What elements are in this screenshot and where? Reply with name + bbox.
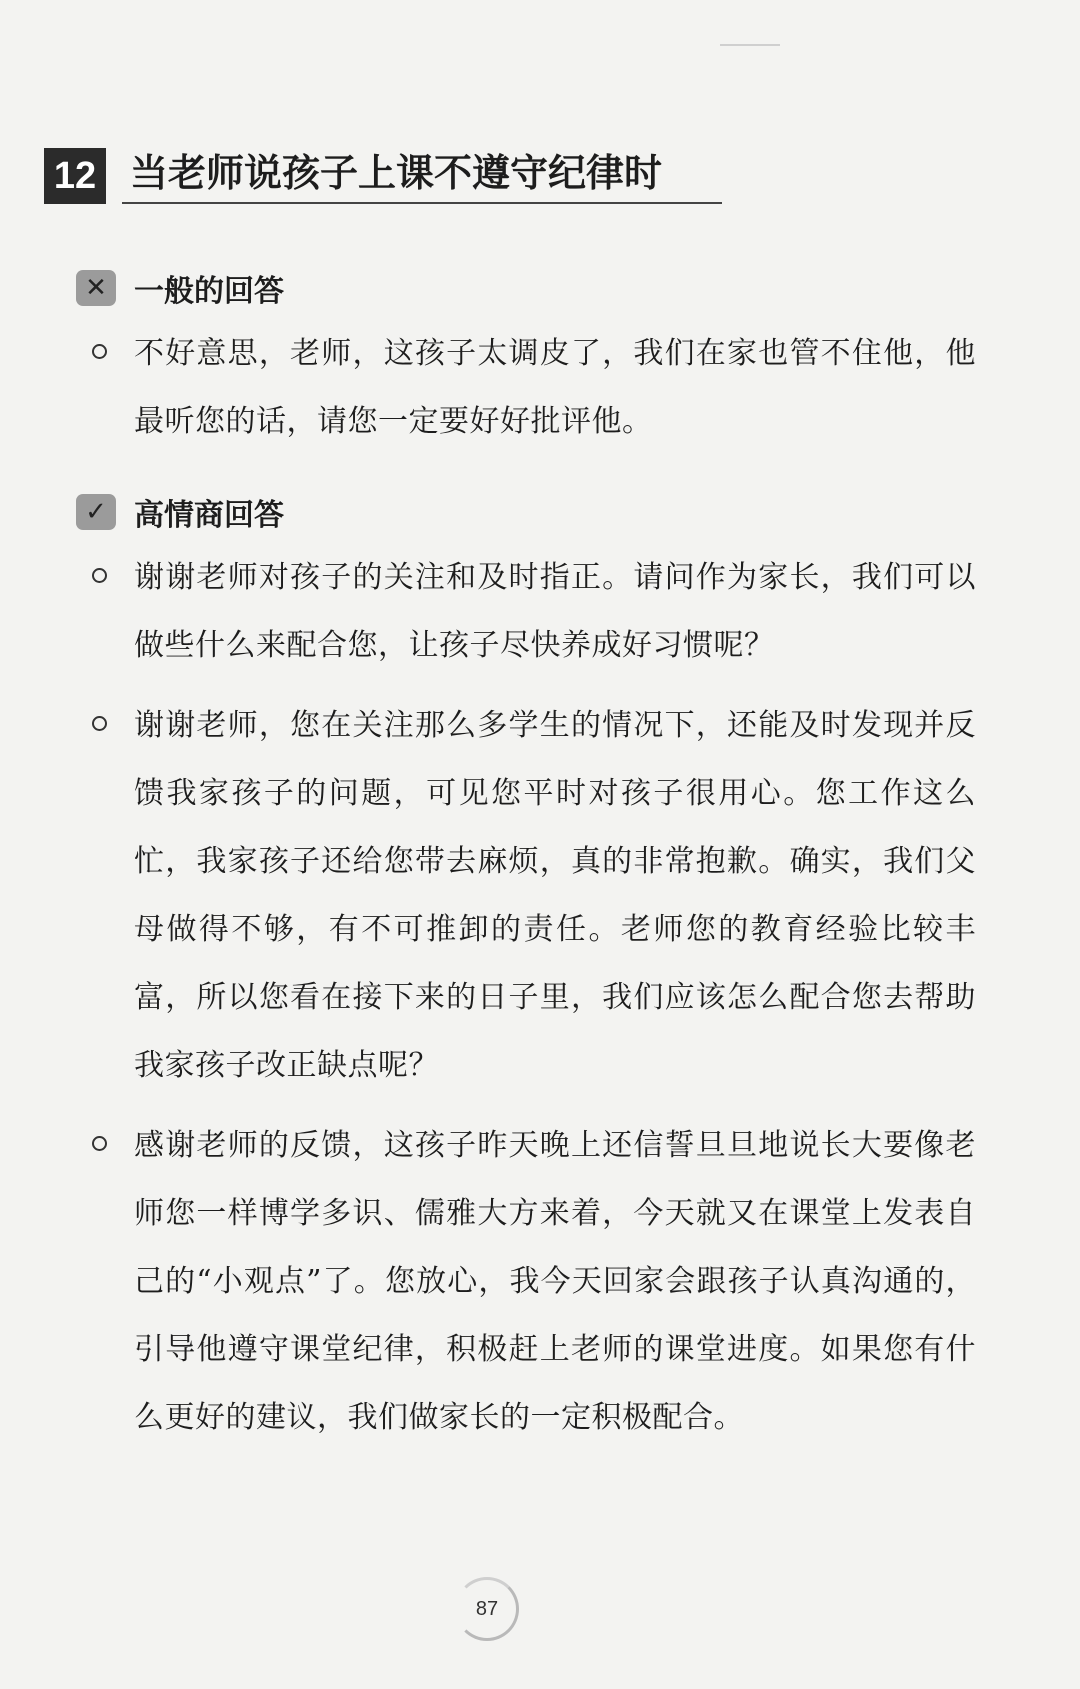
answer-text: 不好意思，老师，这孩子太调皮了，我们在家也管不住他，他最听您的话，请您一定要好好批评他。 xyxy=(134,336,976,439)
chapter-number-badge: 12 xyxy=(44,148,106,204)
bullet-circle-icon xyxy=(92,344,107,359)
chapter-title: 当老师说孩子上课不遵守纪律时 xyxy=(130,151,663,195)
list-item xyxy=(76,692,976,1100)
cross-icon: ✕ xyxy=(76,270,116,306)
list-item xyxy=(76,544,976,680)
bullet-circle-icon xyxy=(92,716,107,731)
high-eq-answer-label: 高情商回答 xyxy=(134,498,284,533)
answer-text: 谢谢老师对孩子的关注和及时指正。请问作为家长，我们可以做些什么来配合您，让孩子尽快养成好习惯呢？ xyxy=(134,560,976,663)
decorative-mark xyxy=(720,44,780,46)
high-eq-answer-section xyxy=(76,488,976,1452)
bullet-circle-icon xyxy=(92,1136,107,1151)
title-underline xyxy=(122,202,722,204)
page-number: 87 xyxy=(475,1597,499,1620)
answer-text: 感谢老师的反馈，这孩子昨天晚上还信誓旦旦地说长大要像老师您一样博学多识、儒雅大方来着，今天就又在课堂上发表自己的“小观点”了。您放心，我今天回家会跟孩子认真沟通的，引导他遵守课堂纪律，积极赶上老师的课堂进度。如果您有什么更好的建议，我们做家长的一定积极配合。 xyxy=(134,1128,976,1435)
list-item xyxy=(76,1112,976,1452)
answer-text: 谢谢老师，您在关注那么多学生的情况下，还能及时发现并反馈我家孩子的问题，可见您平时对孩子很用心。您工作这么忙，我家孩子还给您带去麻烦，真的非常抱歉。确实，我们父母做得不够，有不可推卸的责任。老师您的教育经验比较丰富，所以您看在接下来的日子里，我们应该怎么配合您去帮助我家孩子改正缺点呢？ xyxy=(134,708,976,1083)
bullet-circle-icon xyxy=(92,568,107,583)
check-icon: ✓ xyxy=(76,494,116,530)
general-answer-header xyxy=(76,264,976,312)
general-answer-label: 一般的回答 xyxy=(134,274,284,309)
high-eq-answer-header xyxy=(76,488,976,536)
list-item xyxy=(76,320,976,456)
chapter-heading xyxy=(44,148,684,208)
general-answer-section xyxy=(76,264,976,456)
page-number-badge xyxy=(455,1577,519,1641)
